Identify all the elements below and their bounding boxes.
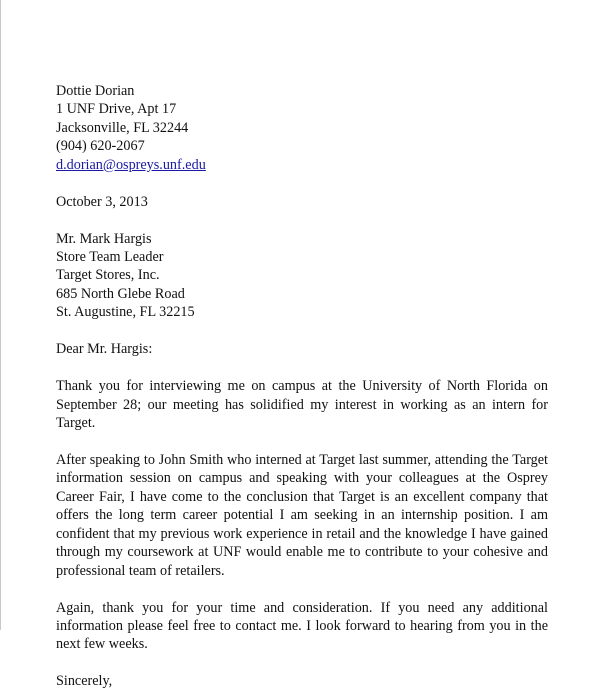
body-paragraph-1	[56, 377, 548, 432]
paragraph-1-line-2: our meeting has solidified my interest in working as an intern for Target.	[56, 396, 548, 432]
paragraph-2-line-3: have come to the conclusion that Target is an excellent company that offers the long term career	[56, 488, 548, 524]
recipient-company: Target Stores, Inc.	[56, 267, 160, 284]
salutation: Dear Mr. Hargis:	[56, 341, 153, 358]
paragraph-3-line-1: Again, thank you for your time and consideration. If you need any additional information please	[56, 599, 548, 634]
recipient-block	[56, 230, 548, 322]
salutation-block	[56, 340, 548, 358]
paragraph-2-line-2: information session on campus and speaking with your colleagues at the Osprey Career Fair, I	[56, 470, 548, 505]
paragraph-2-line-4: potential I am seeking in an internship position. I am confident that my previous work experience	[56, 507, 549, 542]
paragraph-2-line-1: After speaking to John Smith who interned at Target last summer, attending the Target	[56, 452, 548, 469]
recipient-street: 685 North Glebe Road	[56, 285, 185, 302]
cover-letter	[56, 82, 548, 691]
letter-date: October 3, 2013	[56, 193, 148, 210]
paragraph-3-line-2: feel free to contact me. I look forward to hearing from you in the next few weeks.	[56, 617, 548, 653]
sender-email-link[interactable]: d.dorian@ospreys.unf.edu	[56, 156, 206, 173]
sender-block	[56, 82, 548, 174]
sender-address-line-1: 1 UNF Drive, Apt 17	[56, 101, 177, 118]
sender-address-line-2: Jacksonville, FL 32244	[56, 119, 189, 136]
sender-name: Dottie Dorian	[56, 83, 135, 99]
closing-block	[56, 672, 548, 690]
recipient-name: Mr. Mark Hargis	[56, 230, 152, 247]
paragraph-1-line-1: Thank you for interviewing me on campus at the University of North Florida on September 28;	[56, 378, 548, 413]
date-block	[56, 193, 548, 211]
sender-phone: (904) 620-2067	[56, 138, 145, 155]
recipient-title: Store Team Leader	[56, 249, 164, 266]
body-paragraph-2	[56, 451, 548, 580]
recipient-city: St. Augustine, FL 32215	[56, 304, 195, 321]
paragraph-2-line-5: in retail and the knowledge I have gained through my coursework at UNF would enable me to	[56, 525, 549, 561]
closing: Sincerely,	[56, 673, 113, 690]
body-paragraph-3	[56, 599, 548, 654]
paragraph-2-line-6: contribute to your cohesive and professional team of retailers.	[56, 544, 548, 579]
